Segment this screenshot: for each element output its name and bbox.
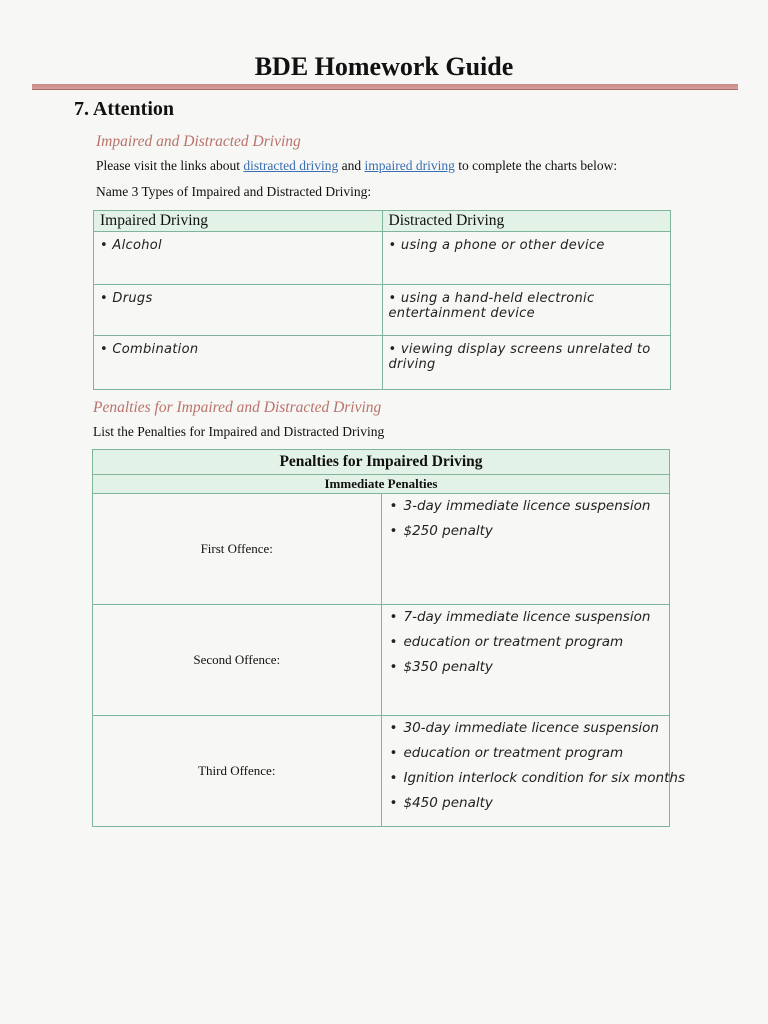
offence-row-third: [93, 716, 670, 827]
penalty-item: • Ignition interlock condition for six months: [389, 770, 685, 786]
instructions: [96, 158, 617, 174]
distracted-cell: • viewing display screens unrelated to driving: [382, 336, 671, 390]
impaired-cell: • Alcohol: [94, 232, 383, 285]
instruction-text-and: and: [341, 158, 362, 173]
penalties-prompt: List the Penalties for Impaired and Distracted Driving: [93, 424, 385, 439]
header-distracted-driving: Distracted Driving: [382, 211, 671, 232]
table-row: [94, 232, 671, 285]
penalty-item: • 7-day immediate licence suspension: [389, 609, 651, 625]
link-distracted-driving[interactable]: distracted driving: [243, 158, 339, 173]
penalty-list: [381, 716, 685, 827]
instruction-text-post: to complete the charts below:: [458, 158, 618, 173]
penalties-table-title: Penalties for Impaired Driving: [93, 450, 670, 475]
distracted-cell: • using a hand-held electronic entertainment device: [382, 285, 671, 336]
penalty-list: [381, 605, 670, 716]
instruction-text-pre: Please visit the links about: [96, 158, 240, 173]
link-impaired-driving[interactable]: impaired driving: [364, 158, 455, 173]
penalty-item: • $350 penalty: [389, 659, 493, 675]
penalty-item: • $250 penalty: [389, 523, 493, 539]
penalties-table-subtitle: Immediate Penalties: [93, 475, 670, 494]
distracted-cell: • using a phone or other device: [382, 232, 671, 285]
types-prompt: Name 3 Types of Impaired and Distracted Driving:: [96, 184, 372, 199]
offence-label: Second Offence:: [93, 605, 382, 716]
penalties-subtitle-row: [93, 475, 670, 494]
impaired-cell: • Drugs: [94, 285, 383, 336]
subheading-impaired-distracted: Impaired and Distracted Driving: [96, 133, 301, 150]
offence-label: First Offence:: [93, 494, 382, 605]
driving-types-table: [93, 210, 671, 390]
header-impaired-driving: Impaired Driving: [94, 211, 383, 232]
offence-row-first: [93, 494, 670, 605]
impaired-cell: • Combination: [94, 336, 383, 390]
table-row: [94, 285, 671, 336]
table-row: [94, 336, 671, 390]
penalties-title-row: [93, 450, 670, 475]
penalty-item: • $450 penalty: [389, 795, 493, 811]
penalty-item: • 30-day immediate licence suspension: [389, 720, 659, 736]
offence-row-second: [93, 605, 670, 716]
penalty-item: • education or treatment program: [389, 745, 624, 761]
page-title: BDE Homework Guide: [254, 52, 514, 81]
title-divider: [32, 84, 738, 90]
penalty-list: [381, 494, 670, 605]
section-heading: 7. Attention: [74, 98, 174, 120]
penalties-table: [92, 449, 685, 827]
table-header-row: [94, 211, 671, 232]
subheading-penalties: Penalties for Impaired and Distracted Driving: [93, 399, 382, 416]
penalty-item: • education or treatment program: [389, 634, 624, 650]
offence-label: Third Offence:: [93, 716, 382, 827]
penalty-item: • 3-day immediate licence suspension: [389, 498, 651, 514]
